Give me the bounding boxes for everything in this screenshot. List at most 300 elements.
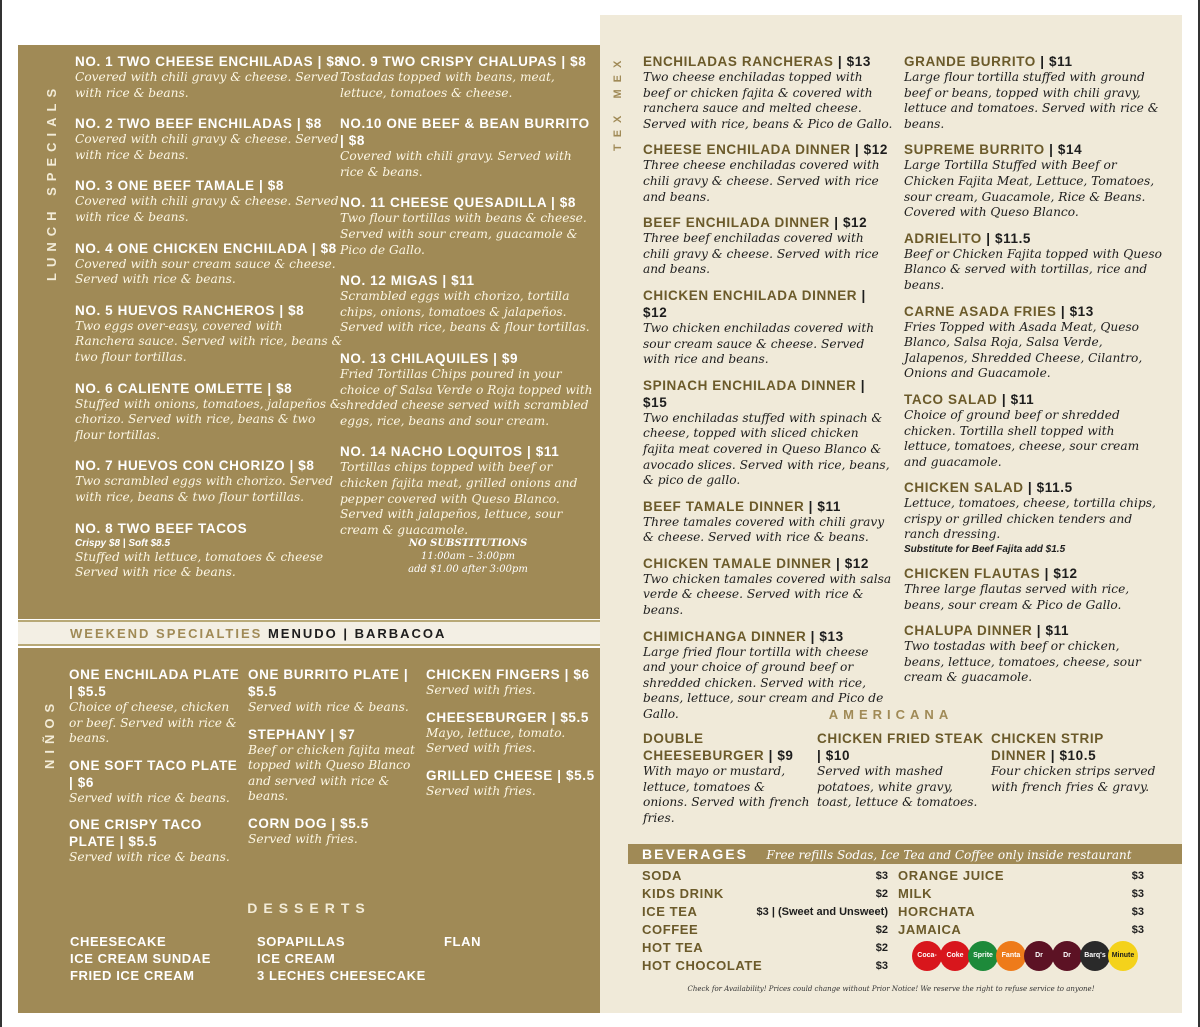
- tex-mex-column-2: [904, 53, 1162, 695]
- menu-item-header: [904, 53, 1162, 70]
- menu-item-description: Two cheese enchiladas topped with beef or chicken fajita & covered with ranchera sauce and melted cheese. Served with rice, beans & Pico de Gallo.: [643, 70, 893, 131]
- menu-item-name: NO. 4 ONE CHICKEN ENCHILADA: [75, 240, 308, 256]
- menu-item-subprice: Crispy $8 | Soft $8.5: [75, 537, 171, 549]
- beverage-price: $3: [1131, 888, 1144, 900]
- menu-item-name: CHALUPA DINNER: [904, 623, 1033, 639]
- menu-item-header: [426, 709, 598, 726]
- brand-logo: Fanta: [996, 941, 1026, 971]
- menu-item-description: Fries Topped with Asada Meat, Queso Blanco, Salsa Roja, Salsa Verde, Jalapenos, Shredded Cheese, Cilantro, Onions and Guacamole.: [904, 319, 1143, 381]
- menu-item-header: [643, 498, 893, 515]
- ninos-column-1: [69, 666, 241, 876]
- beverages-note: Free refills Sodas, Ice Tea and Coffee only inside restaurant: [766, 848, 1132, 862]
- menu-item-price: $5.5: [128, 834, 158, 850]
- menu-item-price: $12: [1053, 566, 1078, 582]
- menu-item-header: [643, 555, 893, 572]
- menu-item-name: DOUBLE CHEESEBURGER: [643, 731, 765, 763]
- menu-item: [643, 287, 893, 368]
- menu-item-description: Three large flautas served with rice, beans, sour cream & Pico de Gallo.: [904, 582, 1130, 612]
- menu-item-description: Tostadas topped with beans, meat, lettuce, tomatoes & cheese.: [340, 70, 555, 100]
- menu-item: [904, 565, 1162, 613]
- menu-item-description: Covered with chili gravy & cheese. Served with rice & beans.: [75, 132, 339, 162]
- price-separator: |: [1046, 748, 1060, 763]
- menu-item-header: [643, 141, 893, 158]
- menu-item-price: $11: [535, 444, 560, 460]
- menu-item: [248, 726, 420, 805]
- menu-item-description: Large fried flour tortilla with cheese and your choice of ground beef or shredded chicken. Served with rice, beans, lettuce, sour cream and Pico de Gallo.: [643, 644, 884, 722]
- menu-item: [75, 380, 343, 444]
- menu-item-price: $5.5: [77, 684, 107, 699]
- menu-item-price: $8: [288, 302, 305, 318]
- menu-item-price: $9: [777, 748, 794, 763]
- menu-item-name: CHICKEN FLAUTAS: [904, 566, 1041, 582]
- menu-item-name: CHIMICHANGA DINNER: [643, 628, 807, 644]
- beverage-row: [898, 903, 1144, 921]
- beverage-name: HOT TEA: [642, 940, 704, 955]
- menu-item-name: CHICKEN FRIED STEAK: [817, 731, 984, 746]
- ninos-label: NIÑOS: [42, 697, 57, 769]
- weekend-label: WEEKEND SPECIALTIES: [70, 626, 263, 641]
- menu-item: [340, 115, 596, 180]
- price-separator: |: [1056, 303, 1070, 319]
- menu-item: [75, 520, 343, 581]
- menu-item-price: $11.5: [995, 230, 1032, 246]
- brand-logo: Dr: [1052, 941, 1082, 971]
- brand-logo: Barq's: [1080, 941, 1110, 971]
- menu-item-description: Fried Tortillas Chips poured in your choice of Salsa Verde o Roja topped with shredded cheese served with scrambled eggs, rice, beans and sour cream.: [340, 366, 593, 428]
- menu-item-header: [75, 115, 343, 132]
- lunch-column-2: [340, 53, 596, 552]
- americana-item: [643, 730, 813, 826]
- menu-item-price: $5.5: [248, 684, 277, 699]
- menu-item-price: $11: [1010, 391, 1035, 407]
- beverage-name: HORCHATA: [898, 904, 976, 919]
- menu-item-name: CHICKEN TAMALE DINNER: [643, 555, 832, 571]
- tex-mex-label: TEX MEX: [612, 53, 624, 151]
- lunch-specials-section: [18, 45, 600, 619]
- menu-item-description: Two tostadas with beef or chicken, beans, lettuce, tomatoes, cheese, sour cream & guacamole.: [904, 639, 1141, 685]
- menu-item: [75, 177, 343, 225]
- beverage-row: [642, 903, 888, 921]
- menu-item-header: [69, 666, 241, 700]
- price-separator: |: [399, 667, 409, 682]
- menu-item-description: Covered with chili gravy. Served with rice & beans.: [340, 149, 572, 179]
- menu-item-price: $13: [1069, 303, 1094, 319]
- price-separator: |: [69, 684, 78, 699]
- menu-item-name: ENCHILADAS RANCHERAS: [643, 54, 834, 69]
- weekend-specialties-bar: [18, 620, 600, 646]
- beverage-name: ORANGE JUICE: [898, 868, 1005, 883]
- brand-logo: Coke: [940, 941, 970, 971]
- dessert-item: FRIED ICE CREAM: [70, 968, 195, 983]
- menu-item-name: NO. 9 TWO CRISPY CHALUPAS: [340, 54, 558, 69]
- menu-item: [75, 240, 343, 288]
- menu-item-name: SPINACH ENCHILADA DINNER: [643, 377, 857, 393]
- menu-item-price: $10.5: [1059, 748, 1097, 763]
- beverage-row: [642, 885, 888, 903]
- menu-item: [904, 53, 1162, 132]
- menu-item-name: CORN DOG: [248, 815, 328, 831]
- menu-item: [248, 666, 420, 716]
- brand-logo: Coca-: [912, 941, 942, 971]
- menu-item-name: GRILLED CHEESE: [426, 767, 553, 783]
- menu-item: [75, 302, 343, 366]
- menu-item-price: $8: [570, 54, 587, 69]
- menu-item-description: Four chicken strips served with french fries & gravy.: [991, 764, 1156, 794]
- beverage-row: [898, 885, 1144, 903]
- menu-item-description: Mayo, lettuce, tomato. Served with fries.: [426, 725, 566, 756]
- no-substitutions-note: [340, 537, 596, 576]
- price-separator: |: [817, 748, 826, 763]
- price-separator: |: [1032, 623, 1046, 639]
- menu-item-name: NO. 6 CALIENTE OMLETTE: [75, 380, 263, 396]
- beverage-price: $3: [1131, 924, 1144, 936]
- menu-item-header: [340, 53, 596, 70]
- beverage-row: [642, 957, 888, 975]
- desserts-title: DESSERTS: [247, 900, 371, 916]
- menu-item-price: $5.5: [340, 815, 369, 831]
- price-separator: |: [829, 215, 843, 231]
- menu-item-header: [643, 287, 893, 321]
- menu-item-name: NO. 8 TWO BEEF TACOS: [75, 520, 248, 536]
- menu-item-price: $12: [643, 304, 668, 320]
- price-separator: |: [547, 709, 561, 725]
- price-separator: |: [850, 142, 864, 158]
- menu-item-price: $8: [298, 458, 315, 474]
- menu-item-price: $12: [844, 555, 870, 571]
- beverages-bar: [628, 844, 1182, 864]
- menu-item-description: Three tamales covered with chili gravy & cheese. Served with rice & beans.: [643, 514, 885, 545]
- menu-item-description: Large flour tortilla stuffed with ground beef or beans, topped with chili gravy, lettuce and tomatoes. Served with rice & beans.: [904, 70, 1159, 131]
- menu-item-price: $6: [573, 667, 590, 682]
- menu-item-price: $14: [1057, 142, 1083, 158]
- price-separator: |: [764, 748, 778, 763]
- price-separator: |: [1044, 142, 1058, 158]
- menu-item-name: ONE CRISPY TACO PLATE: [69, 817, 203, 850]
- lunch-hours-line: 11:00am – 3:00pm: [421, 551, 515, 562]
- menu-item-price: $6: [77, 774, 94, 790]
- beverage-name: ICE TEA: [642, 904, 698, 919]
- menu-item-description: Served with rice & beans.: [69, 850, 230, 865]
- menu-item-description: Scrambled eggs with chorizo, tortilla chips, onions, tomatoes & jalapeños. Served with rice, beans & flour tortillas.: [340, 289, 590, 335]
- price-separator: |: [69, 774, 78, 790]
- dessert-item: ICE CREAM: [257, 951, 336, 966]
- menu-item-name: CHEESEBURGER: [426, 709, 548, 725]
- menu-item-description: Covered with chili gravy & cheese. Served with rice & beans.: [75, 194, 339, 224]
- menu-item-header: [75, 380, 343, 397]
- menu-item-name: GRANDE BURRITO: [904, 54, 1036, 69]
- menu-item-description: Served with fries.: [426, 683, 536, 697]
- menu-item-header: [75, 177, 343, 194]
- price-separator: |: [274, 302, 289, 318]
- no-substitutions-line: NO SUBSTITUTIONS: [408, 538, 528, 549]
- menu-item-price: $5.5: [566, 767, 595, 783]
- price-separator: |: [552, 767, 567, 783]
- menu-item-description: Lettuce, tomatoes, cheese, tortilla chips, crispy or grilled chicken tenders and ranch dressing.: [904, 496, 1156, 542]
- menu-item-header: [340, 272, 596, 289]
- drink-brand-logos: [912, 941, 1152, 975]
- menu-item-description: Stuffed with lettuce, tomatoes & cheese Served with rice & beans.: [75, 549, 324, 580]
- beverages-title: BEVERAGES: [642, 846, 748, 862]
- menu-item-header: [643, 214, 893, 231]
- menu-item-header: [426, 666, 598, 683]
- menu-item-name: BEEF TAMALE DINNER: [643, 498, 805, 514]
- menu-item-header: [69, 816, 241, 850]
- menu-item-price: $8: [320, 240, 337, 256]
- menu-item-header: [904, 622, 1162, 639]
- price-separator: |: [254, 178, 268, 194]
- beverage-name: HOT CHOCOLATE: [642, 958, 763, 973]
- menu-item-header: [426, 767, 598, 784]
- beverages-column-1: [642, 867, 888, 987]
- menu-item-header: [904, 479, 1162, 496]
- menu-item-price: $7: [339, 726, 356, 742]
- menu-item-header: [75, 240, 343, 257]
- menu-item: [426, 709, 598, 757]
- dessert-item: FLAN: [444, 934, 482, 949]
- price-separator: |: [522, 444, 536, 460]
- beverage-price: $3: [1131, 870, 1144, 882]
- americana-item: [817, 730, 987, 811]
- menu-item-name: NO. 2 TWO BEEF ENCHILADAS: [75, 116, 293, 132]
- menu-item: [426, 767, 598, 800]
- price-separator: |: [262, 380, 277, 396]
- price-separator: |: [997, 391, 1011, 407]
- menu-item-header: [340, 350, 596, 367]
- menu-item-description: Three beef enchiladas covered with chili gravy & cheese. Served with rice and beans.: [643, 231, 879, 277]
- beverage-name: COFFEE: [642, 922, 699, 937]
- price-separator: |: [292, 116, 306, 132]
- menu-item-name: NO. 12 MIGAS: [340, 273, 438, 289]
- menu-item-price: $11.5: [1036, 480, 1073, 496]
- menu-item-header: [248, 666, 420, 700]
- menu-item-name: CARNE ASADA FRIES: [904, 303, 1057, 319]
- menu-item-description: Served with fries.: [426, 783, 536, 798]
- menu-item: [643, 214, 893, 278]
- beverage-name: JAMAICA: [898, 922, 962, 937]
- menu-item-header: [340, 194, 596, 211]
- menu-item: [340, 272, 596, 336]
- menu-item-name: CHICKEN FINGERS: [426, 667, 561, 682]
- price-separator: |: [546, 195, 560, 211]
- beverage-price: $3 | (Sweet and Unsweet): [756, 906, 888, 918]
- menu-item-name: ONE SOFT TACO PLATE: [69, 757, 238, 773]
- menu-item-header: [643, 53, 893, 70]
- menu-item-description: Beef or Chicken Fajita topped with Queso Blanco & served with tortillas, rice and beans.: [904, 246, 1162, 292]
- dessert-item: SOPAPILLAS: [257, 934, 346, 949]
- price-separator: |: [340, 133, 349, 149]
- menu-item-name: ADRIELITO: [904, 230, 982, 246]
- beverage-name: KIDS DRINK: [642, 886, 724, 901]
- menu-item-price: $5.5: [560, 709, 589, 725]
- menu-item-header: [643, 628, 893, 645]
- menu-item: [69, 816, 241, 866]
- menu-item-header: [904, 303, 1162, 320]
- menu-item-description: Three cheese enchiladas covered with chili gravy & cheese. Served with rice and beans.: [643, 158, 880, 204]
- dessert-column-2: [257, 933, 437, 984]
- brand-logo: Dr: [1024, 941, 1054, 971]
- menu-item-price: $13: [819, 628, 844, 644]
- price-separator: |: [488, 350, 502, 366]
- menu-item-description: Two scrambled eggs with chorizo. Served with rice, beans & two flour tortillas.: [75, 474, 333, 504]
- menu-item-name: CHICKEN STRIP DINNER: [991, 731, 1104, 763]
- menu-item-name: CHICKEN SALAD: [904, 480, 1024, 496]
- menu-item-header: [340, 115, 596, 149]
- beverages-column-2: [898, 867, 1144, 947]
- price-separator: |: [327, 815, 341, 831]
- dessert-item: 3 LECHES CHEESECAKE: [257, 968, 426, 983]
- beverage-name: MILK: [898, 886, 933, 901]
- beverage-row: [642, 867, 888, 885]
- price-separator: |: [804, 498, 818, 514]
- menu-item: [69, 757, 241, 807]
- menu-item-description: With mayo or mustard, lettuce, tomatoes & onions. Served with french fries.: [643, 764, 810, 825]
- dessert-item: CHEESECAKE: [70, 934, 167, 949]
- menu-item-description: Covered with chili gravy & cheese. Served with rice & beans.: [75, 70, 339, 100]
- menu-item: [904, 303, 1162, 382]
- menu-item: [904, 622, 1162, 686]
- menu-item-header: [75, 520, 343, 537]
- menu-item-description: Beef or chicken fajita meat topped with Queso Blanco and served with rice & beans.: [248, 742, 415, 804]
- menu-item-description: Tortillas chips topped with beef or chicken fajita meat, grilled onions and pepper covered with Queso Blanco. Served with jalapeños, lettuce, sour cream & guacamole.: [340, 460, 578, 537]
- menu-item-description: Covered with sour cream sauce & cheese. Served with rice & beans.: [75, 256, 336, 287]
- menu-item-price: $8: [305, 116, 322, 132]
- menu-item-header: [643, 377, 893, 411]
- menu-item-name: NO. 1 TWO CHEESE ENCHILADAS: [75, 54, 314, 69]
- right-panel: [600, 15, 1182, 1013]
- menu-item-header: [643, 730, 813, 764]
- menu-item: [643, 377, 893, 489]
- menu-item: [426, 666, 598, 699]
- menu-item-name: TACO SALAD: [904, 391, 998, 407]
- menu-item-description: Large Tortilla Stuffed with Beef or Chicken Fajita Meat, Lettuce, Tomatoes, sour cream, Guacamole, Rice & Beans. Covered with Queso Blanco.: [904, 158, 1155, 220]
- menu-item-description: Served with rice & beans.: [69, 790, 230, 805]
- menu-item-description: Served with mashed potatoes, white gravy, toast, lettuce & tomatoes.: [817, 764, 978, 810]
- price-separator: |: [857, 287, 866, 303]
- price-separator: |: [1023, 480, 1037, 496]
- left-panel: [18, 15, 600, 1013]
- lunch-column-1: [75, 53, 343, 595]
- price-separator: |: [115, 834, 129, 850]
- menu-item-header: [248, 726, 420, 743]
- menu-item-name: ONE BURRITO PLATE: [248, 667, 400, 682]
- menu-item: [75, 115, 343, 163]
- menu-item: [643, 141, 893, 205]
- beverage-price: $3: [875, 960, 888, 972]
- brand-logo: Minute: [1108, 941, 1138, 971]
- menu-item-description: Two flour tortillas with beans & cheese. Served with sour cream, guacamole & Pico de Gallo.: [340, 211, 587, 257]
- menu-item: [643, 53, 893, 132]
- tex-mex-column-1: [643, 53, 893, 732]
- menu-item-price: $11: [817, 498, 841, 514]
- menu-item: [340, 194, 596, 258]
- menu-item: [904, 230, 1162, 294]
- ninos-column-2: [248, 666, 420, 858]
- price-separator: |: [313, 54, 327, 69]
- menu-item: [75, 457, 343, 505]
- americana-title: AMERICANA: [828, 707, 954, 722]
- menu-item-name: SUPREME BURRITO: [904, 142, 1045, 158]
- beverage-price: $2: [875, 924, 888, 936]
- americana-item: [991, 730, 1161, 795]
- menu-item-name: NO. 13 CHILAQUILES: [340, 350, 489, 366]
- weekend-items: MENUDO | BARBACOA: [267, 626, 447, 641]
- menu-item-header: [75, 457, 343, 474]
- beverage-row: [898, 867, 1144, 885]
- menu-item-price: $8: [276, 380, 293, 396]
- menu-item-description: Served with rice & beans.: [248, 700, 409, 714]
- menu-item-price: $8: [348, 133, 365, 149]
- price-separator: |: [307, 240, 321, 256]
- beverage-price: $2: [875, 942, 888, 954]
- after-hours-line: add $1.00 after 3:00pm: [408, 564, 528, 575]
- menu-item-description: Two enchiladas stuffed with spinach & cheese, topped with sliced chicken fajita meat covered in Queso Blanco & avocado slices. Served with rice, beans, & pico de gallo.: [643, 410, 890, 488]
- menu-item-header: [904, 141, 1162, 158]
- beverage-name: SODA: [642, 868, 682, 883]
- menu-item-description: Stuffed with onions, tomatoes, jalapeños & chorizo. Served with rice, beans & two flour tortillas.: [75, 396, 341, 442]
- price-separator: |: [1040, 566, 1054, 582]
- price-separator: |: [560, 667, 574, 682]
- menu-item-price: $12: [842, 215, 868, 231]
- ninos-section: [18, 648, 600, 1013]
- beverage-price: $3: [875, 870, 888, 882]
- price-separator: |: [285, 458, 299, 474]
- price-separator: |: [981, 230, 995, 246]
- menu-item-description: Choice of cheese, chicken or beef. Served with rice & beans.: [69, 700, 237, 746]
- price-separator: |: [557, 54, 571, 69]
- menu-item: [69, 666, 241, 747]
- price-separator: |: [437, 273, 452, 289]
- price-separator: |: [326, 726, 340, 742]
- brand-logo: Sprite: [968, 941, 998, 971]
- menu-item-price: $11: [451, 273, 475, 289]
- menu-item-price: $13: [846, 54, 871, 69]
- menu-item-name: CHEESE ENCHILADA DINNER: [643, 142, 851, 158]
- menu-item-description: Two chicken tamales covered with salsa verde & cheese. Served with rice & beans.: [643, 571, 892, 618]
- menu-item: [904, 479, 1162, 556]
- menu-item: [340, 53, 596, 101]
- price-separator: |: [831, 555, 845, 571]
- beverage-row: [642, 921, 888, 939]
- menu-item-name: NO. 3 ONE BEEF TAMALE: [75, 178, 255, 194]
- menu-item-header: [904, 391, 1162, 408]
- price-separator: |: [856, 377, 866, 393]
- menu-item: [643, 498, 893, 546]
- menu-item-price: $11: [1045, 623, 1070, 639]
- menu-item-name: NO. 14 NACHO LOQUITOS: [340, 444, 523, 460]
- menu-item-description: Choice of ground beef or shredded chicken. Tortilla shell topped with lettuce, tomatoes, cheese, sour cream and guacamole.: [904, 407, 1140, 469]
- menu-item-header: [75, 302, 343, 319]
- menu-item-price: $12: [863, 142, 888, 158]
- menu-item-description: Two eggs over-easy, covered with Ranchera sauce. Served with rice, beans & two flour tortillas.: [75, 318, 343, 364]
- menu-item-name: STEPHANY: [248, 726, 327, 742]
- menu-item-name: NO. 5 HUEVOS RANCHEROS: [75, 302, 275, 318]
- menu-item: [904, 391, 1162, 470]
- beverage-price: $3: [1131, 906, 1144, 918]
- menu-item-name: CHICKEN ENCHILADA DINNER: [643, 287, 858, 303]
- menu-item-price: $8: [267, 178, 284, 194]
- price-separator: |: [833, 54, 847, 69]
- menu-item-header: [75, 53, 343, 70]
- dessert-column-3: [444, 933, 594, 950]
- beverage-row: [642, 939, 888, 957]
- menu-item: [904, 141, 1162, 220]
- menu-item-header: [904, 230, 1162, 247]
- beverage-price: $2: [875, 888, 888, 900]
- menu-item-price: $8: [559, 195, 577, 211]
- menu-item-price: $11: [1049, 54, 1073, 69]
- beverage-row: [898, 921, 1144, 939]
- footnote: Check for Availability! Prices could change without Prior Notice! We reserve the right to refuse service to anyone!: [687, 985, 1095, 993]
